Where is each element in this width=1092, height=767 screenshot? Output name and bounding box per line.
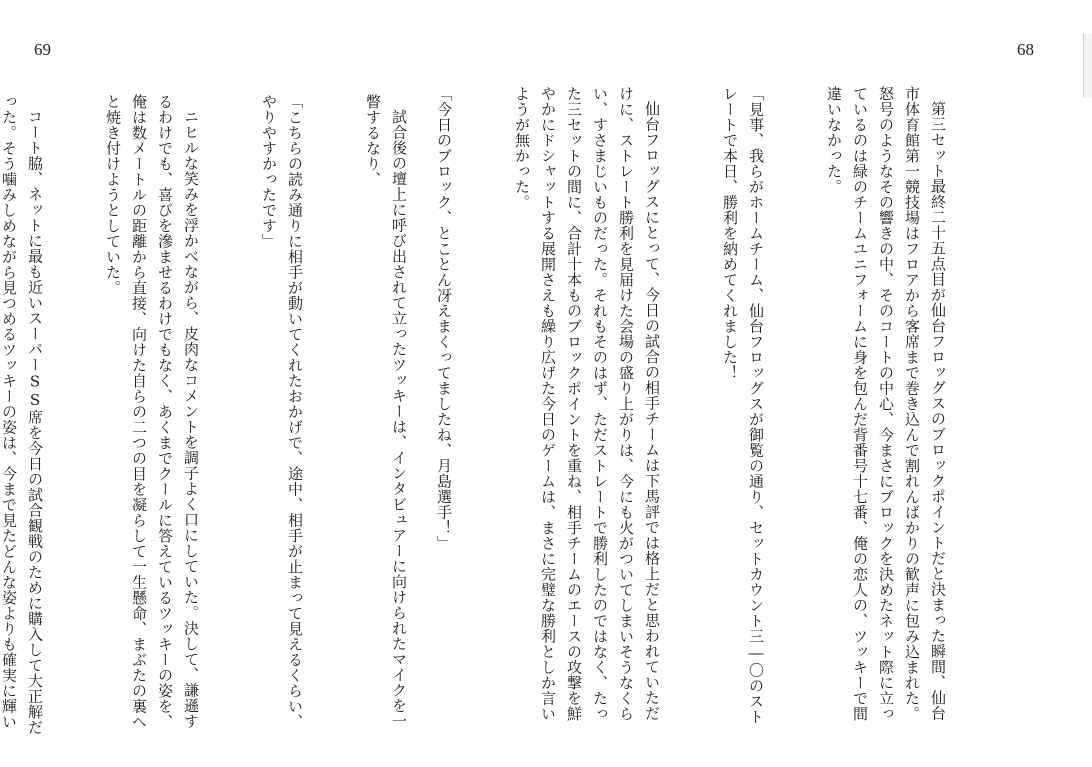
- paragraph: ニヒルな笑みを浮かべながら、皮肉なコメントを調子よく口にしていた。決して、謙遜するわけでも、喜びを滲ませるわけでもなく、あくまでクールに答えているツッキーの姿を、俺は数メートルの距離から直接、向けた自らの二つの目を凝らして一生懸命、まぶたの裏へと焼き付けようとしていた。: [104, 94, 200, 730]
- paragraph: 試合後の壇上に呼び出されて立ったツッキーは、インタビュアーに向けられたマイクを一瞥するなり、: [364, 94, 408, 729]
- right-page-body: [435, 86, 1003, 736]
- paragraph: コート脇、ネットに最も近いスーパーSS席を今日の試合観戦のために購入して大正解だった。そう噛みしめながら見つめるツッキーの姿は、今まで見たどんな姿よりも確実に輝い: [0, 94, 44, 735]
- dialogue-line: 「こちらの読み通りに相手が動いてくれたおかげで、途中、相手が止まって見えるくらい、やりやすかったです」: [260, 94, 304, 730]
- paragraph: 仙台フロッグスにとって、今日の試合の相手チームは下馬評では格上だと思われていただけに、ストレート勝利を見届けた会場の盛り上がりは、今にも火がついてしまいそうなくらい、すさまじいものだった。それもそのはず、ただストレートで勝利したのではなく、たった三セットの間に、合計十本ものブロックポイントを重ね、相手チームのエースの攻撃を鮮やかにドシャットする展開さえも繰り広げた今日のゲームは、まさに完璧な勝利としか言いようが無かった。: [513, 86, 661, 722]
- scrollbar[interactable]: [1083, 34, 1092, 98]
- left-page-body: [0, 94, 464, 744]
- page-number-left: 69: [34, 40, 51, 59]
- page-number-right: 68: [1017, 40, 1034, 59]
- paragraph: 第三セット最終二十五点目が仙台フロッグスのブロックポイントだと決まった瞬間、仙台市体育館第一競技場はフロアから客席まで巻き込んで割れんばかりの歓声に包み込まれた。怒号のようなその響きの中、そのコートの中心、今まさにブロックを決めたネット際に立っているのは緑のチームユニフォームに身を包んだ背番号十七番、俺の恋人の、ツッキーで間違いなかった。: [825, 86, 947, 722]
- dialogue-line: 「見事、我らがホームチーム、仙台フロッグスが御覧の通り、セットカウント三―〇のストレートで本日、勝利を納めてくれました！: [721, 86, 765, 725]
- dialogue-line: 「今日のブロック、とことん冴えまくってましたね、月島選手！」: [435, 86, 453, 551]
